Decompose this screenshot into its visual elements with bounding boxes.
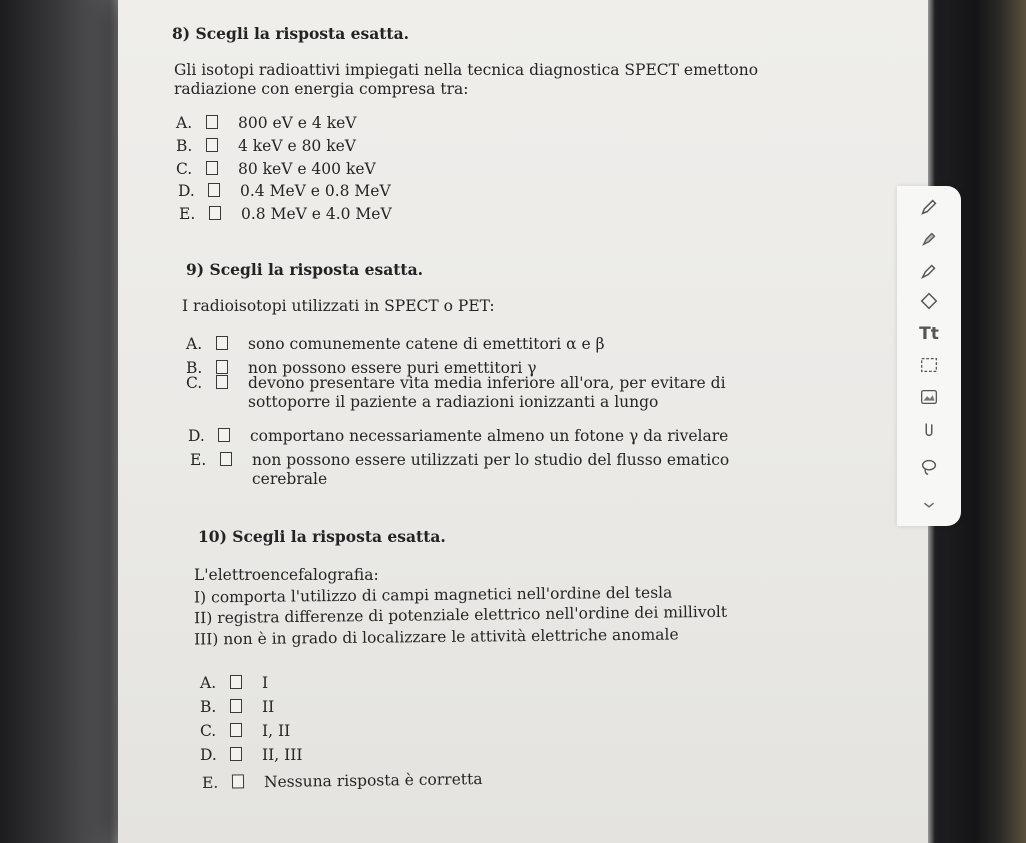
- document-page: [118, 0, 928, 843]
- question-10-option-e[interactable]: [202, 770, 483, 792]
- option-checkbox[interactable]: [216, 336, 228, 350]
- question-8-option-a[interactable]: [176, 114, 356, 132]
- option-text: I: [262, 674, 269, 692]
- question-8-text-line-2: radiazione con energia compresa tra:: [174, 80, 469, 98]
- question-10-option-d[interactable]: [200, 746, 302, 764]
- option-checkbox[interactable]: [208, 183, 220, 197]
- option-checkbox[interactable]: [206, 161, 218, 175]
- image-icon: [918, 386, 940, 408]
- option-letter: C.: [176, 160, 193, 178]
- option-letter: E.: [190, 451, 207, 469]
- highlighter-icon: [918, 260, 940, 282]
- pencil-icon[interactable]: [917, 196, 941, 220]
- question-9-option-e[interactable]: [190, 451, 772, 490]
- option-text: Nessuna risposta è corretta: [263, 770, 483, 792]
- option-letter: D.: [178, 182, 195, 200]
- option-checkbox[interactable]: [230, 675, 242, 689]
- question-10-option-c[interactable]: [200, 722, 290, 740]
- marker-icon[interactable]: [917, 228, 941, 252]
- question-9-title: 9) Scegli la risposta esatta.: [186, 260, 424, 279]
- eraser-icon[interactable]: [917, 290, 941, 314]
- option-checkbox[interactable]: [220, 452, 232, 466]
- question-10-option-b[interactable]: [200, 698, 274, 716]
- option-letter: B.: [186, 359, 203, 377]
- option-checkbox[interactable]: [232, 774, 244, 788]
- option-letter: C.: [186, 374, 203, 392]
- option-letter: A.: [186, 335, 203, 353]
- selection-icon[interactable]: [917, 354, 941, 378]
- option-checkbox[interactable]: [216, 360, 228, 374]
- option-text: II: [262, 698, 275, 716]
- option-checkbox[interactable]: [206, 138, 218, 152]
- question-10-statement-1: I) comporta l'utilizzo di campi magnetici nell'ordine del tesla: [193, 583, 673, 607]
- question-8-title: 8) Scegli la risposta esatta.: [172, 24, 410, 43]
- option-text: non possono essere puri emettitori γ: [248, 359, 537, 377]
- option-checkbox[interactable]: [206, 115, 218, 129]
- option-letter: E.: [201, 773, 219, 792]
- option-text: 0.8 MeV e 4.0 MeV: [241, 205, 392, 223]
- chevron-down-icon[interactable]: [917, 494, 941, 518]
- marker-icon: [918, 228, 940, 250]
- question-9-option-a[interactable]: [186, 335, 605, 353]
- option-letter: D.: [200, 746, 217, 764]
- option-checkbox[interactable]: [230, 723, 242, 737]
- question-9-option-c[interactable]: [186, 374, 768, 413]
- option-text: devono presentare vita media inferiore all'ora, per evitare di sottoporre il paziente a radiazioni ionizzanti a lungo: [248, 374, 726, 412]
- option-letter: C.: [200, 722, 217, 740]
- option-letter: B.: [200, 698, 217, 716]
- option-text: II, III: [262, 746, 303, 764]
- lasso-icon[interactable]: [917, 456, 941, 480]
- question-8-text-line-1: Gli isotopi radioattivi impiegati nella tecnica diagnostica SPECT emettono: [174, 61, 759, 79]
- option-letter: A.: [200, 674, 217, 692]
- option-checkbox[interactable]: [218, 428, 230, 442]
- question-8-option-b[interactable]: [176, 137, 356, 155]
- option-checkbox[interactable]: [209, 206, 221, 220]
- question-9-text-line-1: I radioisotopi utilizzati in SPECT o PET:: [182, 297, 495, 315]
- option-text: non possono essere utilizzati per lo studio del flusso ematico cerebrale: [252, 451, 730, 489]
- option-letter: E.: [179, 205, 196, 223]
- question-8-option-d[interactable]: [178, 182, 391, 200]
- question-10-option-a[interactable]: [200, 674, 268, 692]
- option-text: comportano necessariamente almeno un fotone γ da rivelare: [250, 427, 729, 445]
- option-letter: A.: [176, 114, 193, 132]
- question-10-statement-3: III) non è in grado di localizzare le attività elettriche anomale: [193, 625, 679, 649]
- option-text: 800 eV e 4 keV: [238, 114, 357, 132]
- option-checkbox[interactable]: [216, 375, 228, 389]
- option-letter: B.: [176, 137, 193, 155]
- option-text: 0.4 MeV e 0.8 MeV: [240, 182, 391, 200]
- question-10-title: 10) Scegli la risposta esatta.: [198, 527, 446, 546]
- option-letter: D.: [188, 427, 205, 445]
- annotation-toolbar: [897, 186, 961, 526]
- option-text: 80 keV e 400 keV: [238, 160, 376, 178]
- eraser-icon: [918, 290, 940, 312]
- option-checkbox[interactable]: [230, 699, 242, 713]
- highlighter-icon[interactable]: [917, 260, 941, 284]
- question-8-option-c[interactable]: [176, 160, 376, 178]
- question-8-option-e[interactable]: [179, 205, 392, 223]
- attach-icon: [918, 418, 940, 440]
- attach-icon[interactable]: [917, 418, 941, 442]
- question-10-statement-2: II) registra differenze di potenziale elettrico nell'ordine dei millivolt: [193, 602, 728, 628]
- pencil-icon: [918, 196, 940, 218]
- lasso-icon: [918, 456, 940, 478]
- selection-icon: [918, 354, 940, 376]
- question-10-text-line-1: L'elettroencefalografia:: [194, 566, 379, 584]
- option-text: 4 keV e 80 keV: [238, 137, 356, 155]
- option-checkbox[interactable]: [230, 747, 242, 761]
- text-icon[interactable]: Tt: [919, 324, 939, 344]
- image-icon[interactable]: [917, 386, 941, 410]
- option-text: I, II: [262, 722, 291, 740]
- question-9-option-d[interactable]: [188, 427, 728, 445]
- option-text: sono comunemente catene di emettitori α e β: [248, 335, 605, 353]
- chevron-down-icon: [918, 494, 940, 516]
